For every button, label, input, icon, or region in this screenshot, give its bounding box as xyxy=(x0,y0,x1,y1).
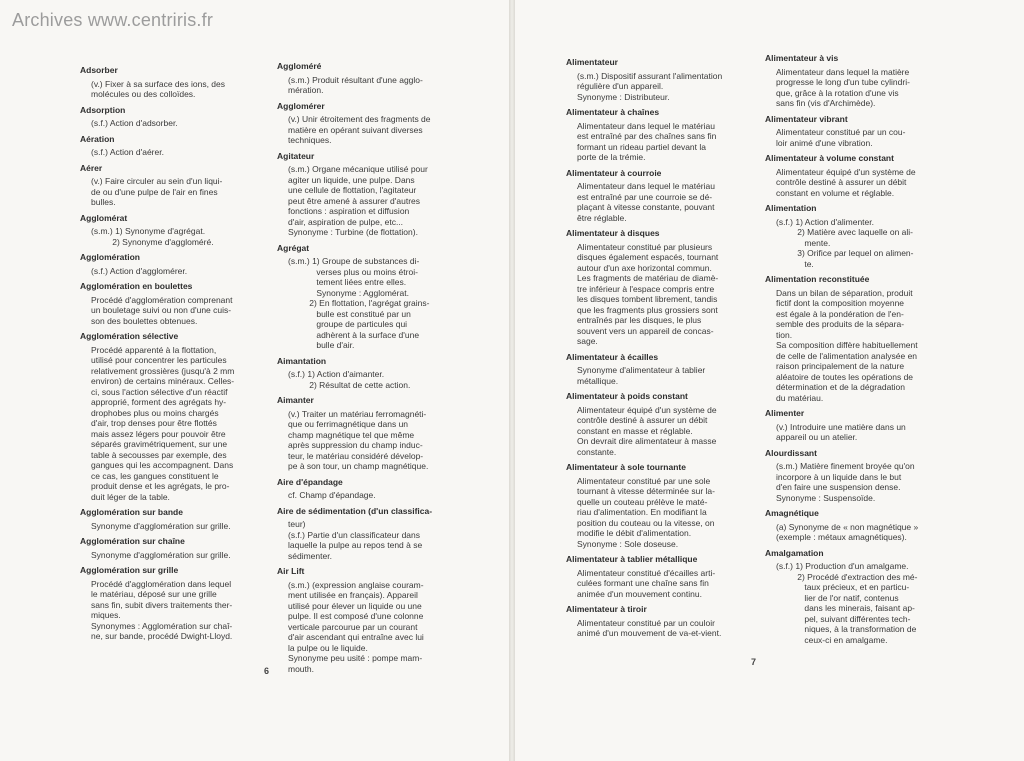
entry-definition xyxy=(566,568,742,600)
definition-line: est égale à la pondération de l'en- xyxy=(776,308,904,319)
definition-line: que ou ferrimagnétique dans un xyxy=(288,419,409,429)
definition-line: (s.m.) 1) Groupe de substances di- xyxy=(288,256,420,266)
definition-line: adhèrent à la surface d'une xyxy=(288,329,420,340)
entry-term: Agglomérer xyxy=(277,100,325,111)
dictionary-entry xyxy=(765,114,941,149)
definition-line: bulle d'air. xyxy=(288,340,355,350)
dictionary-entry xyxy=(277,566,449,674)
definition-line: 2) En flottation, l'agrégat grains- xyxy=(288,298,430,308)
entry-term: Alimentateur à courroie xyxy=(566,167,662,178)
entry-term: Alourdissant xyxy=(765,447,817,458)
dictionary-entry xyxy=(566,228,742,347)
definition-line: (s.f.) 1) Production d'un amalgame. xyxy=(776,561,909,571)
entry-term: Aimanter xyxy=(277,395,314,405)
definition-line: pel, suivant différentes tech- xyxy=(776,613,911,624)
definition-line: formant un rideau partiel devant la xyxy=(577,141,706,152)
definition-line: Alimentateur dans lequel le matériau xyxy=(577,181,715,191)
definition-line: laquelle la pulpe au repos tend à se xyxy=(288,540,423,550)
definition-line: aléatoire de toutes les opérations de xyxy=(776,371,914,382)
entry-definition xyxy=(765,422,941,443)
definition-line: (v.) Traiter un matériau ferromagnéti- xyxy=(288,408,427,419)
definition-line: porte de la trémie. xyxy=(577,152,646,162)
definition-line: pe à son tour, un champ magnétique. xyxy=(288,461,429,471)
entry-term: Aire d'épandage xyxy=(277,476,343,487)
definition-line: Alimentateur constitué par un cou- xyxy=(776,127,906,137)
definition-line: séparés gravimétriquement, sur une xyxy=(91,439,228,449)
definition-line: drophobes plus ou moins chargés xyxy=(91,407,219,418)
definition-line: Synonymes : Agglomération sur chaî- xyxy=(91,620,233,631)
definition-line: souvent vers un appareil de concas- xyxy=(577,325,714,336)
definition-line: culées formant une chaîne sans fin xyxy=(577,578,709,588)
entry-definition xyxy=(80,147,252,158)
definition-line: (s.m.) Matière finement broyée qu'on xyxy=(776,461,915,471)
entry-term: Air Lift xyxy=(277,566,305,576)
definition-line: modifie le débit d'alimentation. xyxy=(577,528,692,538)
entry-definition xyxy=(277,580,449,675)
definition-line: animé d'un mouvement de va-et-vient. xyxy=(577,628,722,638)
dictionary-entry xyxy=(566,604,742,639)
watermark: Archives www.centriris.fr xyxy=(12,10,214,30)
page-right xyxy=(515,0,1024,761)
definition-line: bulle est constitué par un xyxy=(288,308,411,319)
definition-line: position du couteau ou la vitesse, on xyxy=(577,517,715,528)
definition-line: table à secousses par exemple, des xyxy=(91,449,227,460)
definition-line: Synonyme : Agglomérat. xyxy=(288,287,409,298)
dictionary-entry xyxy=(566,57,742,102)
definition-line: son des boulettes obtenues. xyxy=(91,315,198,326)
definition-line: Procédé d'agglomération comprenant xyxy=(91,294,233,305)
definition-line: Alimentateur constitué par un couloir xyxy=(577,617,715,628)
definition-line: de ou d'une pulpe de l'air en fines xyxy=(91,186,218,197)
dictionary-entry xyxy=(765,448,941,504)
definition-line: de celle de l'alimentation analysée en xyxy=(776,350,918,361)
definition-line: animée d'un mouvement continu. xyxy=(577,588,702,599)
definition-line: tre inférieur à l'espace compris entre xyxy=(577,283,715,294)
entry-definition xyxy=(80,79,252,100)
entry-term: Alimentateur vibrant xyxy=(765,113,848,124)
entry-term: Alimentateur à sole tournante xyxy=(566,462,686,472)
dictionary-entry xyxy=(277,395,449,472)
dictionary-entry xyxy=(765,508,941,543)
entry-term: Aimantation xyxy=(277,355,327,366)
definition-line: Alimentateur constitué par plusieurs xyxy=(577,241,713,252)
entry-term: Agglomérat xyxy=(80,212,128,223)
entry-definition xyxy=(277,519,449,561)
definition-line: loir animé d'une vibration. xyxy=(776,137,873,148)
definition-line: (exemple : métaux amagnétiques). xyxy=(776,532,907,542)
definition-line: ci, sous l'action sélective d'un réactif xyxy=(91,386,228,397)
dictionary-entry xyxy=(765,274,941,403)
entry-term: Alimentateur à chaînes xyxy=(566,107,660,117)
definition-line: 2) Résultat de cette action. xyxy=(288,379,411,390)
definition-line: mération. xyxy=(288,85,324,95)
right-column-1 xyxy=(566,57,742,644)
definition-line: mais assez légers pour pouvoir être xyxy=(91,428,226,439)
dictionary-entry xyxy=(277,477,449,501)
definition-line: sédimenter. xyxy=(288,550,332,561)
definition-line: Synonyme peu usité : pompe mam- xyxy=(288,653,423,663)
definition-line: mente. xyxy=(776,237,831,248)
entry-term: Agrégat xyxy=(277,242,310,253)
definition-line: le matériau, déposé sur une grille xyxy=(91,589,217,599)
dictionary-entry xyxy=(566,107,742,163)
definition-line: une cellule de flottation, l'agitateur xyxy=(288,185,417,195)
entry-definition xyxy=(277,75,449,96)
dictionary-entry xyxy=(765,203,941,269)
dictionary-entry xyxy=(765,153,941,198)
entry-definition xyxy=(566,242,742,347)
dictionary-entry xyxy=(80,65,252,100)
entry-term: Alimentateur à écailles xyxy=(566,351,659,362)
definition-line: tement liées entre elles. xyxy=(288,277,407,287)
definition-line: disques également espacés, tournant xyxy=(577,252,719,262)
definition-line: sage. xyxy=(577,336,598,346)
definition-line: utilisé pour concentrer les particules xyxy=(91,355,227,365)
entry-term: Agglomération en boulettes xyxy=(80,281,193,291)
definition-line: te. xyxy=(776,258,814,269)
page-number-right: 7 xyxy=(751,657,757,667)
definition-line: (s.f.) 1) Action d'alimenter. xyxy=(776,216,874,227)
entry-definition xyxy=(566,476,742,550)
definition-line: métallique. xyxy=(577,375,619,386)
definition-line: On devrait dire alimentateur à masse xyxy=(577,436,717,446)
dictionary-entry xyxy=(277,356,449,391)
definition-line: dans les minerais, faisant ap- xyxy=(776,603,915,613)
dictionary-entry xyxy=(566,168,742,224)
definition-line: entraînés par les disques, le plus xyxy=(577,315,702,325)
entry-term: Aggloméré xyxy=(277,61,322,71)
definition-line: (v.) Unir étroitement des fragments de xyxy=(288,114,431,124)
entry-term: Amalgamation xyxy=(765,547,824,558)
definition-line: Alimentateur constitué par une sole xyxy=(577,475,711,486)
entry-definition xyxy=(566,405,742,458)
dictionary-entry xyxy=(80,331,252,502)
entry-term: Aérer xyxy=(80,162,103,173)
definition-line: (v.) Faire circuler au sein d'un liqui- xyxy=(91,176,223,186)
dictionary-entry xyxy=(765,548,941,646)
definition-line: pulpe. Il est composé d'une colonne xyxy=(288,611,424,621)
dictionary-entry xyxy=(566,391,742,457)
right-column-2 xyxy=(765,53,941,650)
definition-line: fonctions : aspiration et diffusion xyxy=(288,206,410,216)
definition-line: riau d'alimentation. En modifiant la xyxy=(577,507,707,517)
definition-line: Les fragments de matériau de diamè- xyxy=(577,273,719,283)
definition-line: d'air ascendant qui entraîne avec lui xyxy=(288,632,424,642)
entry-definition xyxy=(566,121,742,163)
definition-line: produit dense et les agrégats, le pro- xyxy=(91,481,230,491)
definition-line: gangues qui les accompagnent. Dans xyxy=(91,460,234,470)
entry-definition xyxy=(765,67,941,109)
definition-line: lier de l'or natif, contenus xyxy=(776,592,899,603)
definition-line: tion. xyxy=(776,329,793,340)
definition-line: constant en volume et réglable. xyxy=(776,187,895,198)
entry-definition xyxy=(765,461,941,503)
definition-line: Synonyme : Sole doseuse. xyxy=(577,538,679,549)
definition-line: Synonyme : Distributeur. xyxy=(577,91,670,102)
entry-term: Alimentation reconstituée xyxy=(765,274,870,284)
definition-line: constant en masse et réglable. xyxy=(577,425,693,436)
definition-line: teur) xyxy=(288,519,306,529)
definition-line: Alimentateur dans lequel le matériau xyxy=(577,120,715,131)
definition-line: ceux-ci en amalgame. xyxy=(776,634,888,645)
definition-line: est entraîné par des chaînes sans fin xyxy=(577,131,717,141)
page-left xyxy=(0,0,509,761)
definition-line: champ magnétique tel que même xyxy=(288,429,415,440)
entry-term: Alimentateur à tablier métallique xyxy=(566,554,698,564)
definition-line: matière en opérant suivant diverses xyxy=(288,124,423,135)
entry-definition xyxy=(277,490,449,501)
entry-term: Agglomération xyxy=(80,252,140,262)
definition-line: 3) Orifice par lequel on alimen- xyxy=(776,248,914,258)
definition-line: ne, sur bande, procédé Dwight-Lloyd. xyxy=(91,631,233,641)
definition-line: Synonyme : Suspensoïde. xyxy=(776,492,876,503)
definition-line: (s.m.) Produit résultant d'une agglo- xyxy=(288,74,423,85)
entry-definition xyxy=(80,176,252,208)
definition-line: appareil ou un atelier. xyxy=(776,432,858,442)
definition-line: tournant à vitesse déterminée sur la- xyxy=(577,486,715,496)
entry-definition xyxy=(765,167,941,199)
definition-line: un bouletage suivi ou non d'une cuis- xyxy=(91,305,232,315)
definition-line: cf. Champ d'épandage. xyxy=(288,490,376,500)
definition-line: d'air, aspiration de pulpe, etc... xyxy=(288,216,404,227)
entry-term: Alimentateur à disques xyxy=(566,228,660,238)
entry-term: Alimentateur à volume constant xyxy=(765,153,894,163)
dictionary-entry xyxy=(80,565,252,642)
definition-line: taux précieux, et en particu- xyxy=(776,582,910,592)
definition-line: être réglable. xyxy=(577,212,627,223)
dictionary-entry xyxy=(277,243,449,351)
dictionary-entry xyxy=(80,536,252,560)
definition-line: (s.f.) Action d'aérer. xyxy=(91,147,164,157)
definition-line: verses plus ou moins étroi- xyxy=(288,266,418,277)
definition-line: les disques tombent librement, tandis xyxy=(577,294,718,304)
dictionary-entry xyxy=(80,134,252,158)
page-number-left: 6 xyxy=(264,666,270,676)
definition-line: après suppression du champ induc- xyxy=(288,440,423,450)
entry-definition xyxy=(765,127,941,148)
definition-line: (s.m.) 1) Synonyme d'agrégat. xyxy=(91,226,206,236)
entry-term: Alimentateur xyxy=(566,57,618,67)
definition-line: plaçant à vitesse constante, pouvant xyxy=(577,202,715,212)
definition-line: contrôle destiné à assurer un débit xyxy=(776,177,907,187)
entry-definition xyxy=(80,579,252,642)
entry-definition xyxy=(566,71,742,103)
entry-term: Alimentation xyxy=(765,203,817,213)
definition-line: duit léger de la table. xyxy=(91,491,170,502)
definition-line: Alimentateur équipé d'un système de xyxy=(776,166,916,177)
entry-term: Adsorber xyxy=(80,65,118,75)
entry-definition xyxy=(80,345,252,503)
definition-line: Synonyme : Turbine (de flottation). xyxy=(288,227,418,237)
entry-term: Alimentateur à tiroir xyxy=(566,604,647,614)
definition-line: semble des produits de la sépara- xyxy=(776,319,905,329)
definition-line: constante. xyxy=(577,446,617,457)
definition-line: d'en faire une suspension dense. xyxy=(776,482,901,492)
definition-line: régulière d'un appareil. xyxy=(577,81,664,91)
entry-definition xyxy=(277,409,449,472)
definition-line: 2) Matière avec laquelle on ali- xyxy=(776,227,914,237)
definition-line: (v.) Fixer à sa surface des ions, des xyxy=(91,78,226,89)
left-column-1 xyxy=(80,65,252,647)
definition-line: miques. xyxy=(91,610,121,620)
dictionary-entry xyxy=(80,507,252,531)
entry-definition xyxy=(80,550,252,561)
definition-line: (s.f.) Action d'agglomérer. xyxy=(91,265,188,276)
definition-line: Alimentateur constitué d'écailles arti- xyxy=(577,567,716,578)
definition-line: mouth. xyxy=(288,663,314,674)
definition-line: (v.) Introduire une matière dans un xyxy=(776,421,906,432)
definition-line: la pulpe ou le liquide. xyxy=(288,642,368,653)
definition-line: agiter un liquide, une pulpe. Dans xyxy=(288,174,415,185)
definition-line: quelle un couteau prélève le maté- xyxy=(577,496,708,507)
entry-definition xyxy=(765,288,941,404)
definition-line: ment utilisée en français). Appareil xyxy=(288,590,418,600)
definition-line: Sa composition diffère habituellement xyxy=(776,340,918,350)
left-column-2 xyxy=(277,61,449,679)
definition-line: techniques. xyxy=(288,135,332,145)
definition-line: fictif dont la composition moyenne xyxy=(776,298,905,308)
entry-term: Aération xyxy=(80,133,115,144)
entry-term: Aire de sédimentation (d'un classifica- xyxy=(277,505,433,516)
definition-line: que, grâce à la rotation d'une vis xyxy=(776,87,899,98)
dictionary-entry xyxy=(765,408,941,443)
definition-line: Procédé d'agglomération dans lequel xyxy=(91,578,232,589)
definition-line: utilisé pour élever un liquide ou une xyxy=(288,600,422,611)
definition-line: peut être amené à assurer d'autres xyxy=(288,195,421,206)
entry-term: Agglomération sélective xyxy=(80,331,179,341)
definition-line: Procédé apparenté à la flottation, xyxy=(91,344,217,355)
definition-line: relativement grossières (jusqu'à 2 mm xyxy=(91,365,235,376)
entry-definition xyxy=(566,618,742,639)
dictionary-entry xyxy=(566,352,742,387)
definition-line: du matériau. xyxy=(776,392,824,403)
dictionary-entry xyxy=(80,163,252,208)
dictionary-entry xyxy=(277,506,449,562)
definition-line: Synonyme d'agglomération sur grille. xyxy=(91,549,231,560)
definition-line: Synonyme d'alimentateur à tablier xyxy=(577,365,706,375)
dictionary-entry xyxy=(277,101,449,146)
entry-definition xyxy=(566,365,742,386)
entry-term: Alimenter xyxy=(765,408,805,418)
entry-definition xyxy=(277,369,449,390)
entry-term: Agglomération sur chaîne xyxy=(80,536,185,546)
definition-line: Alimentateur dans lequel la matière xyxy=(776,66,910,77)
definition-line: bulles. xyxy=(91,197,116,207)
entry-term: Alimentateur à vis xyxy=(765,53,839,63)
definition-line: que les fragments plus grossiers sont xyxy=(577,304,718,315)
dictionary-entry xyxy=(80,281,252,326)
entry-definition xyxy=(277,164,449,238)
dictionary-entry xyxy=(277,61,449,96)
definition-line: progresse le long d'un tube cylindri- xyxy=(776,77,910,87)
dictionary-entry xyxy=(277,151,449,238)
entry-term: Agitateur xyxy=(277,150,315,161)
entry-term: Agglomération sur bande xyxy=(80,507,183,517)
definition-line: (s.m.) Dispositif assurant l'alimentation xyxy=(577,70,723,81)
dictionary-entry xyxy=(566,462,742,549)
entry-definition xyxy=(80,266,252,277)
definition-line: 2) Synonyme d'aggloméré. xyxy=(91,236,214,247)
definition-line: est entraîné par une courroie se dé- xyxy=(577,191,713,202)
definition-line: groupe de particules qui xyxy=(288,319,408,329)
entry-definition xyxy=(80,521,252,532)
entry-definition xyxy=(765,561,941,645)
definition-line: molécules ou des colloïdes. xyxy=(91,89,196,99)
dictionary-entry xyxy=(80,252,252,276)
definition-line: 2) Procédé d'extraction des mé- xyxy=(776,571,918,582)
definition-line: raison principalement de la nature xyxy=(776,361,905,371)
entry-definition xyxy=(277,114,449,146)
definition-line: teur, le matériau considéré dévelop- xyxy=(288,450,424,461)
definition-line: sans fin (vis d'Archimède). xyxy=(776,98,876,108)
entry-term: Adsorption xyxy=(80,104,126,115)
definition-line: (s.f.) 1) Action d'aimanter. xyxy=(288,369,385,379)
definition-line: verticale parcourue par un courant xyxy=(288,621,418,632)
entry-definition xyxy=(80,295,252,327)
definition-line: contrôle destiné à assurer un débit xyxy=(577,415,708,425)
definition-line: (s.m.) (expression anglaise couram- xyxy=(288,579,424,590)
definition-line: (s.f.) Partie d'un classificateur dans xyxy=(288,529,421,540)
entry-term: Alimentateur à poids constant xyxy=(566,391,688,401)
entry-definition xyxy=(765,522,941,543)
entry-term: Amagnétique xyxy=(765,508,819,518)
definition-line: Dans un bilan de séparation, produit xyxy=(776,287,913,298)
definition-line: niques, à la transformation de xyxy=(776,624,917,634)
entry-term: Agglomération sur grille xyxy=(80,565,179,575)
dictionary-entry xyxy=(765,53,941,109)
definition-line: approprié, forment des agrégats hy- xyxy=(91,397,227,407)
dictionary-entry xyxy=(80,213,252,248)
entry-definition xyxy=(80,226,252,247)
entry-definition xyxy=(765,217,941,270)
entry-definition xyxy=(277,256,449,351)
definition-line: (a) Synonyme de « non magnétique » xyxy=(776,521,919,532)
definition-line: Alimentateur équipé d'un système de xyxy=(577,404,717,415)
definition-line: (s.m.) Organe mécanique utilisé pour xyxy=(288,164,428,174)
definition-line: autour d'un axe horizontal commun. xyxy=(577,262,712,273)
definition-line: (s.f.) Action d'adsorber. xyxy=(91,118,178,128)
dictionary-entry xyxy=(80,105,252,129)
definition-line: Synonyme d'agglomération sur grille. xyxy=(91,520,231,531)
definition-line: détermination et de la dégradation xyxy=(776,382,906,392)
entry-definition xyxy=(566,181,742,223)
dictionary-entry xyxy=(566,554,742,599)
definition-line: d'air, trop denses pour être flottés xyxy=(91,418,217,428)
entry-definition xyxy=(80,118,252,129)
definition-line: incorpore à un liquide dans le but xyxy=(776,471,902,482)
definition-line: sans fin, subit divers traitements ther- xyxy=(91,599,233,610)
definition-line: environ) de certains minéraux. Celles- xyxy=(91,376,235,386)
definition-line: ce cas, les gangues constituent le xyxy=(91,470,219,481)
